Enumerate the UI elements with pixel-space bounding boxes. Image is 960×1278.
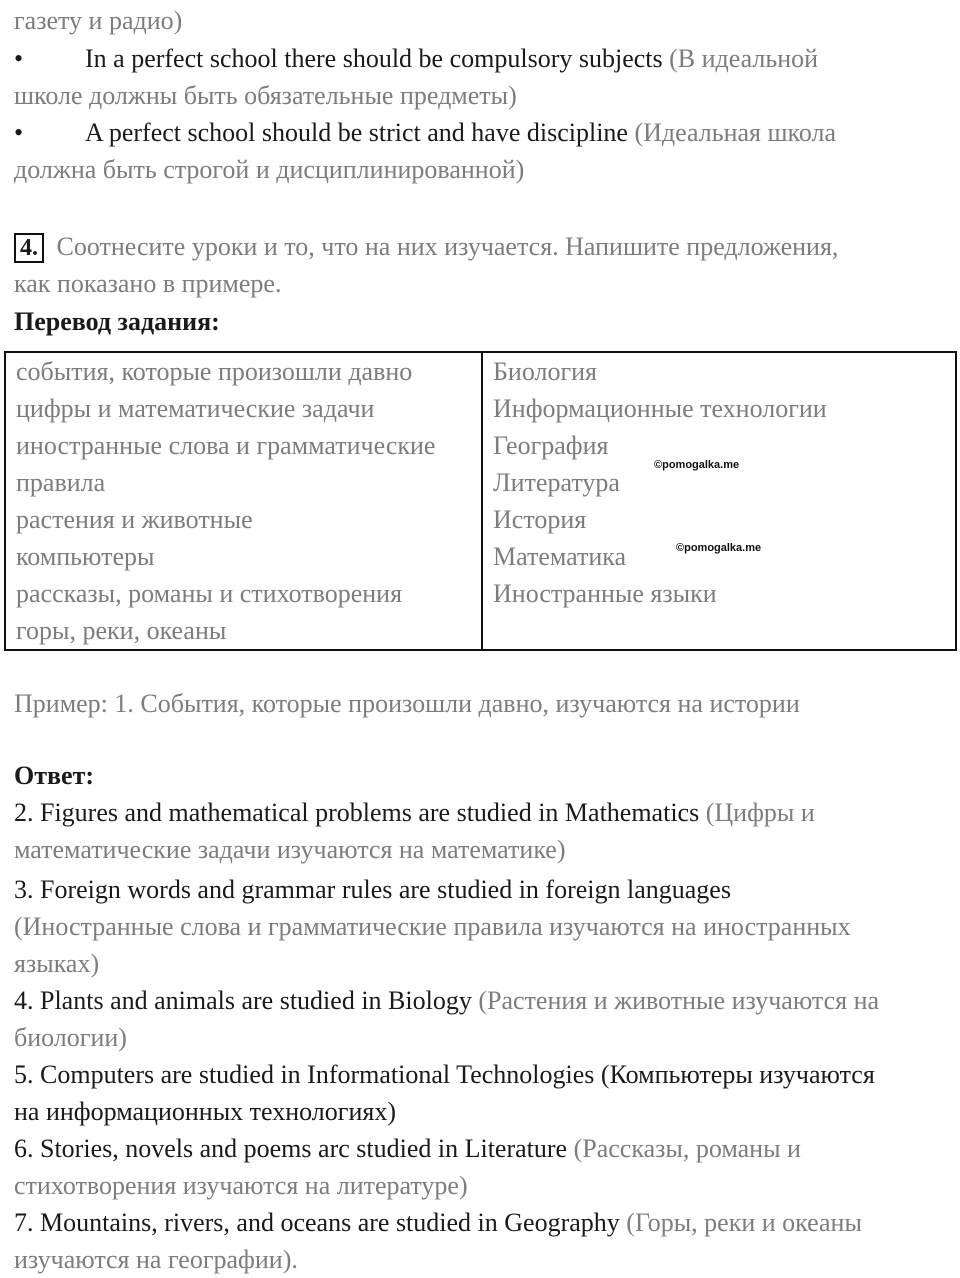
task-text: Соотнесите уроки и то, что на них изучается. Напишите предложения, bbox=[56, 232, 839, 261]
bullet-ru-text: (В идеальной bbox=[669, 44, 819, 73]
example-text: Пример: 1. События, которые произошли давно, изучаются на истории bbox=[14, 689, 800, 718]
topic-item: события, которые произошли давно bbox=[16, 357, 413, 386]
answer-item: 3. Foreign words and grammar rules are studied in foreign languages bbox=[14, 875, 731, 904]
answer-item bbox=[14, 1204, 862, 1241]
answer-item-continuation: на информационных технологиях) bbox=[14, 1097, 396, 1126]
answer-en-text: 2. Figures and mathematical problems are studied in Mathematics bbox=[14, 798, 700, 827]
answer-en-text: 7. Mountains, rivers, and oceans are studied in Geography bbox=[14, 1208, 620, 1237]
watermark: ©pomogalka.me bbox=[676, 542, 762, 554]
bullet-en-text: In a perfect school there should be compulsory subjects bbox=[85, 44, 663, 73]
topic-item: правила bbox=[16, 468, 106, 497]
answer-ru-text: (Иностранные слова и грамматические правила изучаются на иностранных bbox=[14, 912, 851, 941]
intro-top-line: газету и радио) bbox=[14, 6, 183, 35]
topic-item: горы, реки, океаны bbox=[16, 616, 227, 645]
topic-item: рассказы, романы и стихотворения bbox=[16, 579, 403, 608]
bullet-icon: • bbox=[14, 118, 24, 147]
answer-item bbox=[14, 1130, 801, 1167]
topic-item: компьютеры bbox=[16, 542, 155, 571]
answer-item bbox=[14, 982, 879, 1019]
answer-ru-continuation: биологии) bbox=[14, 1023, 127, 1052]
subject-item: Математика bbox=[493, 542, 627, 571]
answer-en-text: 4. Plants and animals are studied in Biology bbox=[14, 986, 472, 1015]
bullet-icon: • bbox=[14, 44, 24, 73]
task-header bbox=[14, 228, 838, 265]
bullet-item bbox=[14, 40, 818, 77]
topic-item: иностранные слова и грамматические bbox=[16, 431, 436, 460]
answer-ru-text: (Горы, реки и океаны bbox=[626, 1208, 862, 1237]
answer-ru-text: (Рассказы, романы и bbox=[573, 1134, 801, 1163]
answer-item bbox=[14, 794, 815, 831]
answer-en-text: 6. Stories, novels and poems arc studied in Literature bbox=[14, 1134, 568, 1163]
subject-item: Литература bbox=[493, 468, 620, 497]
topic-item: цифры и математические задачи bbox=[16, 394, 375, 423]
answer-item: 5. Computers are studied in Informational Technologies (Компьютеры изучаются bbox=[14, 1060, 875, 1089]
translation-heading: Перевод задания: bbox=[14, 307, 220, 336]
subjects-column bbox=[482, 352, 956, 650]
task-number-badge: 4. bbox=[14, 233, 44, 263]
bullet-ru-continuation: должна быть строгой и дисциплинированной) bbox=[14, 155, 525, 184]
answer-ru-text: (Растения и животные изучаются на bbox=[478, 986, 880, 1015]
watermark: ©pomogalka.me bbox=[654, 459, 740, 471]
bullet-item bbox=[14, 114, 836, 151]
subject-item: География bbox=[493, 431, 609, 460]
answer-ru-text: (Цифры и bbox=[705, 798, 815, 827]
subject-item: История bbox=[493, 505, 587, 534]
answer-heading: Ответ: bbox=[14, 761, 95, 790]
bullet-ru-continuation: школе должны быть обязательные предметы) bbox=[14, 81, 517, 110]
topic-item: растения и животные bbox=[16, 505, 253, 534]
answer-ru-continuation: изучаются на географии). bbox=[14, 1245, 298, 1274]
matching-table bbox=[4, 351, 957, 651]
bullet-ru-text: (Идеальная школа bbox=[634, 118, 837, 147]
task-text-continuation: как показано в примере. bbox=[14, 269, 282, 298]
answer-ru-continuation: стихотворения изучаются на литературе) bbox=[14, 1171, 468, 1200]
topics-column bbox=[5, 352, 482, 650]
answer-ru-continuation: математические задачи изучаются на математике) bbox=[14, 835, 566, 864]
answer-ru-continuation: языках) bbox=[14, 949, 100, 978]
bullet-en-text: A perfect school should be strict and have discipline bbox=[85, 118, 628, 147]
subject-item: Биология bbox=[493, 357, 598, 386]
subject-item: Информационные технологии bbox=[493, 394, 827, 423]
subject-item: Иностранные языки bbox=[493, 579, 717, 608]
